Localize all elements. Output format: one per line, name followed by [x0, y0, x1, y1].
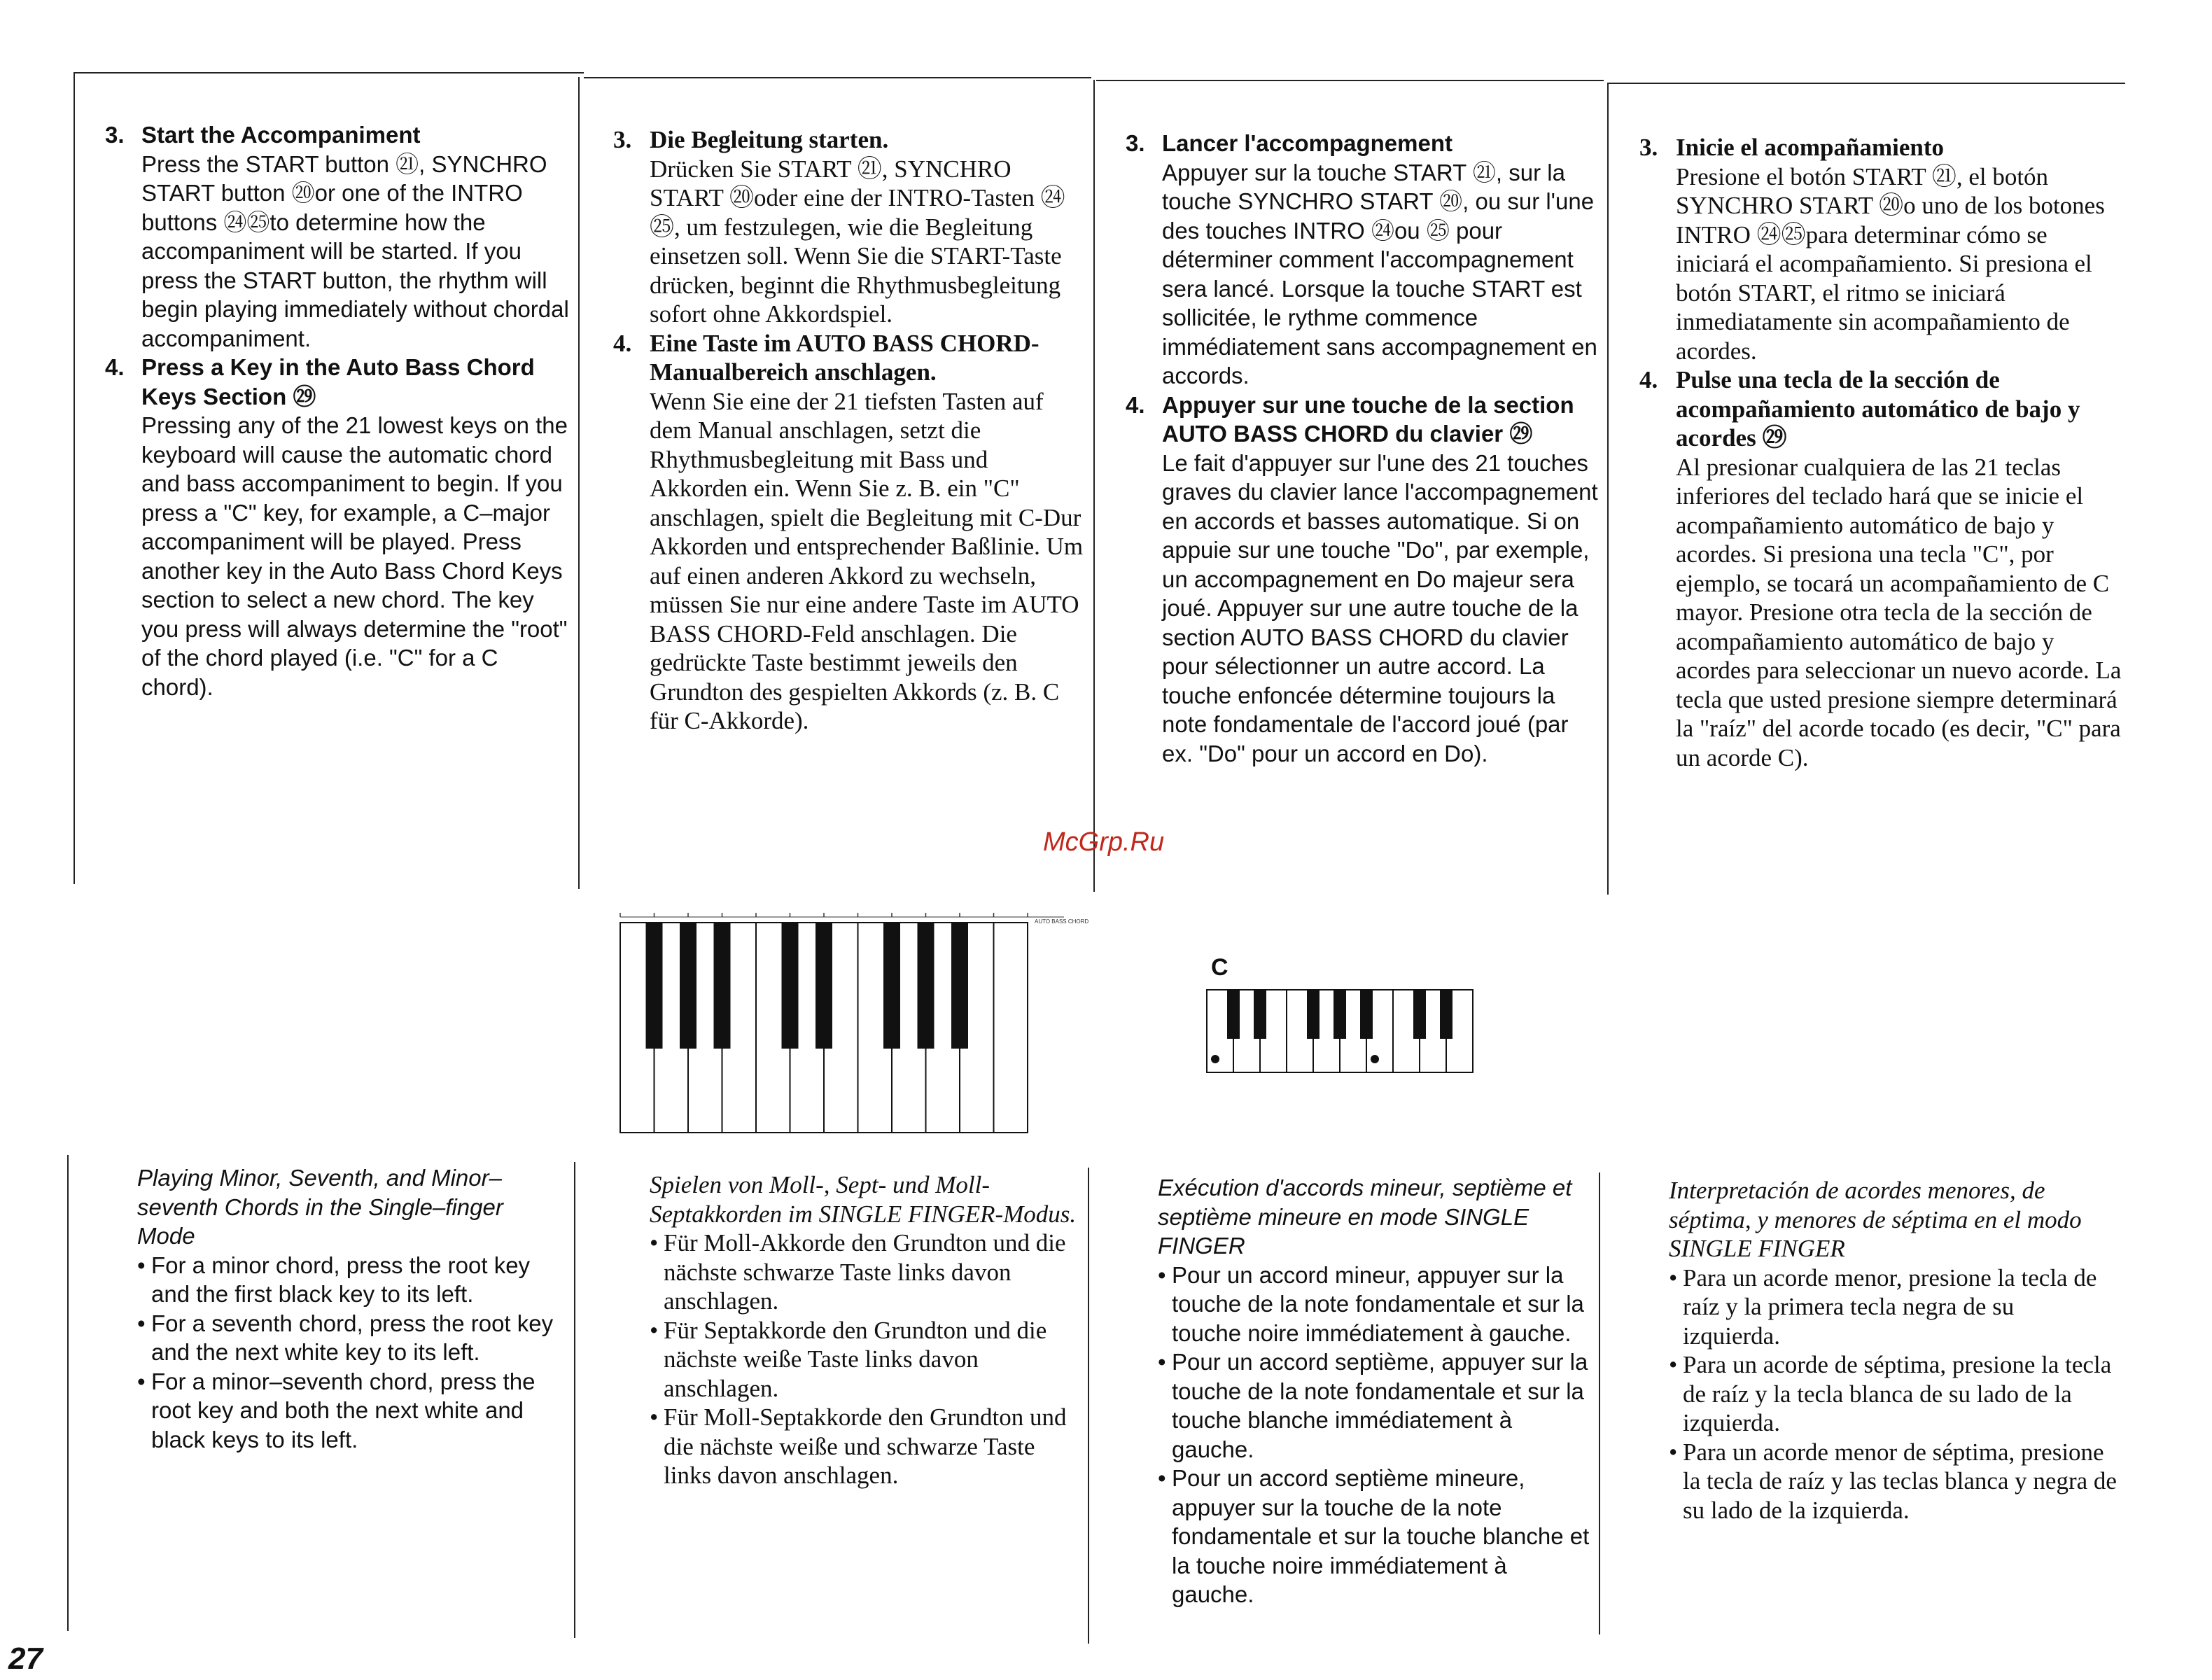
- list-item: • Para un acorde menor, presione la tecla de raíz y la primera tecla negra de su izquierda.: [1669, 1264, 2117, 1351]
- english-steps: [105, 120, 570, 701]
- step-body: Appuyer sur la touche START ㉑, sur la touche SYNCHRO START ⑳, ou sur l'une des touches INTRO ㉔ou ㉕ pour déterminer comment l'accompagnement sera lancé. Lorsque la touche START est sollicitée, le rythme commence immédiatement sans accompagnement en accords.: [1162, 159, 1597, 388]
- step-title: Press a Key in the Auto Bass Chord Keys Section ㉙: [141, 354, 535, 410]
- step-number: 4.: [613, 329, 632, 357]
- list-item: • Für Septakkorde den Grundton und die nächste weiße Taste links davon anschlagen.: [650, 1316, 1084, 1404]
- black-key: [1413, 990, 1426, 1039]
- column-french: [1126, 129, 1602, 768]
- frame-left-bottom: [67, 1155, 69, 1631]
- list-item: • For a seventh chord, press the root key and the next white key to its left.: [137, 1309, 564, 1367]
- keyboard-caption: AUTO BASS CHORD: [1035, 918, 1089, 925]
- german-steps: [613, 125, 1089, 736]
- minor-chords-french: [1158, 1173, 1592, 1609]
- step-number: 4.: [1126, 391, 1145, 418]
- step-title: Appuyer sur une touche de la section AUTO BASS CHORD du clavier ㉙: [1162, 391, 1574, 447]
- step-body: Drücken Sie START ㉑, SYNCHRO START ⑳oder eine der INTRO-Tasten ㉔㉕, um festzulegen, wie die Begleitung einsetzen soll. Wenn Sie die START-Taste drücken, beginnt die Rhythmusbegleitung sofort ohne Akkordspiel.: [650, 155, 1065, 328]
- auto-bass-chord-keyboard-figure: [616, 903, 1085, 1141]
- list-item: • For a minor–seventh chord, press the root key and both the next white and black keys to its left.: [137, 1367, 564, 1455]
- black-key: [1307, 990, 1320, 1039]
- divider-1-top: [578, 77, 580, 889]
- step-title: Die Begleitung starten.: [650, 126, 889, 153]
- list-item: • Für Moll-Akkorde den Grundton und die nächste schwarze Taste links davon anschlagen.: [650, 1228, 1084, 1316]
- list-item: • Für Moll-Septakkorde den Grundton und die nächste weiße und schwarze Taste links davon anschlagen.: [650, 1403, 1084, 1490]
- step-body: Le fait d'appuyer sur l'une des 21 touches graves du clavier lance l'accompagnement en accords et basses automatique. Si on appuie sur une touche "Do", par exemple, un accompagnement en Do majeur sera joué. Appuyer sur une autre touche de la section AUTO BASS CHORD du clavier pour sélectionner un autre accord. La touche enfoncée détermine toujours la note fondamentale de l'accord joué (par ex. "Do" pour un accord en Do).: [1162, 449, 1598, 766]
- black-key: [951, 923, 968, 1049]
- top-rule-4: [1609, 83, 2125, 84]
- white-key: [994, 923, 1028, 1133]
- step-number: 3.: [1126, 130, 1145, 156]
- black-key: [646, 923, 663, 1049]
- step-title: Inicie el acompañamiento: [1676, 134, 1945, 161]
- column-english: [105, 120, 570, 701]
- english-step-4: [105, 353, 570, 701]
- black-key: [1227, 990, 1240, 1039]
- step-number: 4.: [1639, 366, 1658, 393]
- step-body: Pressing any of the 21 lowest keys on the keyboard will cause the automatic chord and bass accompaniment to begin. If you press a "C" key, for example, a C–major accompaniment will be played. Press another key in the Auto Bass Chord Keys section to select a new chord. The key you press will always determine the "root" of the chord played (i.e. "C" for a C chord).: [141, 412, 568, 700]
- step-body: Wenn Sie eine der 21 tiefsten Tasten auf dem Manual anschlagen, setzt die Rhythmusbegleitung mit Bass und Akkorden ein. Wenn Sie z. B. ein "C" anschlagen, spielt die Begleitung mit C-Dur Akkorden und entsprechender Baßlinie. Um auf einen anderen Akkord zu wechseln, müssen Sie nur eine andere Taste im AUTO BASS CHORD-Feld anschlagen. Die gedrückte Taste bestimmt jeweils den Grundton des gespielten Akkords (z. B. C für C-Akkorde).: [650, 387, 1084, 734]
- section-title: Playing Minor, Seventh, and Minor–seventh Chords in the Single–finger Mode: [137, 1165, 503, 1249]
- list-item: • Pour un accord septième mineure, appuyer sur la touche de la note fondamentale et sur la touche blanche et la touche noire immédiatement à gauche.: [1158, 1464, 1592, 1609]
- top-rule-2: [584, 77, 1091, 78]
- pressed-key-marker: [1211, 1055, 1219, 1063]
- pressed-key-marker: [1371, 1055, 1379, 1063]
- bullet-list: [1669, 1264, 2117, 1525]
- spanish-steps: [1639, 133, 2122, 772]
- minor-chords-german: [650, 1170, 1084, 1490]
- step-number: 3.: [1639, 134, 1658, 161]
- black-key: [1440, 990, 1452, 1039]
- list-item: • For a minor chord, press the root key and the first black key to its left.: [137, 1251, 564, 1309]
- top-rule-1: [74, 72, 584, 74]
- step-body: Press the START button ㉑, SYNCHRO START button ⑳or one of the INTRO buttons ㉔㉕to determine how the accompaniment will be started. If you press the START button, the rhythm will begin playing immediately without chordal accompaniment.: [141, 150, 569, 351]
- column-spanish: [1639, 133, 2122, 772]
- spanish-step-3: [1639, 133, 2122, 365]
- step-number: 4.: [105, 354, 125, 380]
- french-step-4: [1126, 391, 1602, 769]
- step-number: 3.: [105, 122, 125, 148]
- c-chord-keyboard-figure: [1201, 987, 1481, 1085]
- black-key: [816, 923, 832, 1049]
- divider-2-top: [1093, 80, 1095, 892]
- frame-left-top: [74, 72, 75, 884]
- german-step-4: [613, 329, 1089, 736]
- top-rule-3: [1096, 80, 1604, 81]
- bullet-list: [137, 1251, 564, 1455]
- french-step-3: [1126, 129, 1602, 391]
- black-key: [782, 923, 799, 1049]
- step-title: Start the Accompaniment: [141, 122, 421, 148]
- german-step-3: [613, 125, 1089, 329]
- divider-1-bottom: [574, 1162, 575, 1638]
- step-title: Eine Taste im AUTO BASS CHORD-Manualbereich anschlagen.: [650, 329, 1040, 386]
- list-item: • Para un acorde menor de séptima, presione la tecla de raíz y las teclas blanca y negra de su lado de la izquierda.: [1669, 1438, 2117, 1525]
- black-key: [1334, 990, 1346, 1039]
- step-body: Al presionar cualquiera de las 21 teclas inferiores del teclado hará que se inicie el acompañamiento automático de bajo y acordes. Si presiona una tecla "C", por ejemplo, se tocará un acompañamiento de C mayor. Presione otra tecla de la sección de acompañamiento automático de bajo y acordes para seleccionar un nuevo acorde. La tecla que usted presione siempre determinará la "raíz" del acorde tocado (es decir, "C" para un acorde C).: [1676, 453, 2122, 771]
- keyboard-ticks: [620, 913, 1064, 917]
- bullet-list: [1158, 1261, 1592, 1609]
- divider-3-top: [1607, 83, 1609, 895]
- divider-2-bottom: [1088, 1168, 1089, 1644]
- column-german: [613, 125, 1089, 736]
- black-key: [714, 923, 731, 1049]
- black-key: [680, 923, 696, 1049]
- c-keyboard-black-keys: [1227, 990, 1452, 1039]
- watermark: McGrp.Ru: [1043, 827, 1165, 857]
- french-steps: [1126, 129, 1602, 768]
- minor-chords-spanish: [1669, 1176, 2117, 1525]
- minor-chords-english: [137, 1163, 564, 1454]
- list-item: • Pour un accord septième, appuyer sur la touche de la note fondamentale et sur la touche blanche immédiatement à gauche.: [1158, 1348, 1592, 1464]
- black-key: [1254, 990, 1266, 1039]
- step-number: 3.: [613, 126, 632, 153]
- list-item: • Para un acorde de séptima, presione la tecla de raíz y la tecla blanca de su lado de la izquierda.: [1669, 1350, 2117, 1438]
- chord-label: C: [1211, 954, 1228, 981]
- section-title: Interpretación de acordes menores, de séptima, y menores de séptima en el modo SINGLE FINGER: [1669, 1177, 2082, 1262]
- spanish-step-4: [1639, 365, 2122, 772]
- black-key: [1360, 990, 1373, 1039]
- list-item: • Pour un accord mineur, appuyer sur la touche de la note fondamentale et sur la touche noire immédiatement à gauche.: [1158, 1261, 1592, 1348]
- bullet-list: [650, 1228, 1084, 1490]
- black-key: [883, 923, 900, 1049]
- divider-3-bottom: [1599, 1172, 1600, 1634]
- english-step-3: [105, 120, 570, 353]
- page-number: 27: [8, 1642, 43, 1676]
- step-body: Presione el botón START ㉑, el botón SYNCHRO START ⑳o uno de los botones INTRO ㉔㉕para determinar cómo se iniciará el acompañamiento. Si presiona el botón START, el ritmo se iniciará inmediatamente sin acompañamiento de acordes.: [1676, 162, 2105, 365]
- section-title: Exécution d'accords mineur, septième et septième mineure en mode SINGLE FINGER: [1158, 1175, 1572, 1259]
- black-key: [918, 923, 934, 1049]
- section-title: Spielen von Moll-, Sept- und Moll-Septakkorden im SINGLE FINGER-Modus.: [650, 1171, 1077, 1228]
- step-title: Lancer l'accompagnement: [1162, 130, 1452, 156]
- step-title: Pulse una tecla de la sección de acompañamiento automático de bajo y acordes ㉙: [1676, 366, 2080, 451]
